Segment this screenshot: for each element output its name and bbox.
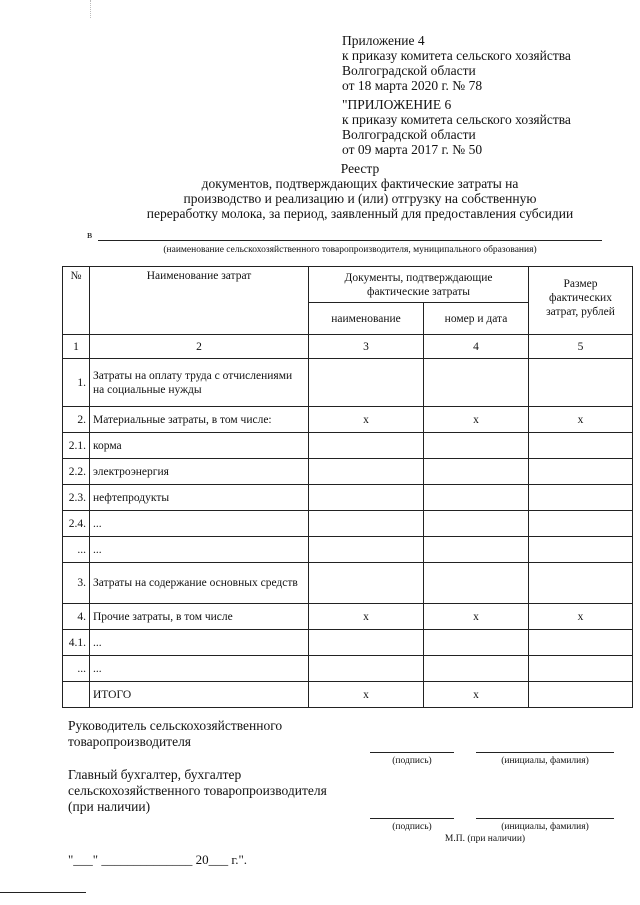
accountant-signature-line[interactable] [370, 818, 454, 819]
row-num: 3. [63, 563, 90, 604]
row-num: ... [63, 537, 90, 563]
producer-prefix: в [87, 229, 93, 241]
title-line: производство и реализацию и (или) отгрузку на собственную [183, 191, 537, 206]
row-name: электроэнергия [90, 459, 309, 485]
title-line: переработку молока, за период, заявленный для предоставления субсидии [146, 206, 574, 221]
producer-caption: (наименование сельскохозяйственного товаропроизводителя, муниципального образования) [163, 245, 537, 255]
row-name: ... [90, 537, 309, 563]
header-line: Волгоградской области [342, 127, 476, 142]
table-row [63, 656, 633, 682]
accountant-initials-caption: (инициалы, фамилия) [501, 822, 589, 832]
table-row [63, 563, 633, 604]
row-doc-number[interactable] [424, 433, 529, 459]
row-name: Затраты на содержание основных средств [90, 563, 309, 604]
row-name: ИТОГО [90, 682, 309, 708]
row-amount[interactable] [529, 682, 633, 708]
row-name: Прочие затраты, в том числе [90, 604, 309, 630]
row-amount: x [529, 604, 633, 630]
header-line: Волгоградской области [342, 63, 476, 78]
row-amount[interactable] [529, 359, 633, 407]
row-num: 1. [63, 359, 90, 407]
accountant-signature-caption: (подпись) [392, 822, 432, 832]
row-name: ... [90, 630, 309, 656]
title-line: Реестр [340, 161, 380, 176]
footer-rule [0, 892, 86, 893]
row-amount[interactable] [529, 537, 633, 563]
accountant-initials-line[interactable] [476, 818, 614, 819]
head-docs-number: номер и дата [424, 303, 529, 335]
header-line: от 09 марта 2017 г. № 50 [342, 142, 483, 157]
row-num: ... [63, 656, 90, 682]
row-amount[interactable] [529, 459, 633, 485]
row-doc-name: x [309, 682, 424, 708]
label-line: сельскохозяйственного товаропроизводителя [68, 783, 327, 798]
table-row-total [63, 682, 633, 708]
row-doc-name[interactable] [309, 537, 424, 563]
header-line: "ПРИЛОЖЕНИЕ 6 [342, 97, 452, 112]
table-row [63, 359, 633, 407]
table-row [63, 407, 633, 433]
row-doc-name[interactable] [309, 511, 424, 537]
row-amount[interactable] [529, 563, 633, 604]
row-name: ... [90, 656, 309, 682]
margin-mark [90, 0, 91, 18]
row-amount[interactable] [529, 485, 633, 511]
head-name: Наименование затрат [90, 267, 309, 335]
row-doc-number[interactable] [424, 459, 529, 485]
row-doc-name[interactable] [309, 459, 424, 485]
row-amount[interactable] [529, 511, 633, 537]
registry-table [62, 266, 633, 708]
row-name: Материальные затраты, в том числе: [90, 407, 309, 433]
row-doc-number[interactable] [424, 630, 529, 656]
table-row [63, 511, 633, 537]
header-line: Приложение 4 [342, 33, 425, 48]
row-amount[interactable] [529, 656, 633, 682]
row-name: Затраты на оплату труда с отчислениями на социальные нужды [90, 359, 309, 407]
colnum: 1 [63, 335, 90, 359]
producer-fill-line[interactable] [98, 240, 602, 241]
title-line: документов, подтверждающих фактические затраты на [201, 176, 519, 191]
colnum: 3 [309, 335, 424, 359]
row-num: 2. [63, 407, 90, 433]
stamp-caption: М.П. (при наличии) [444, 834, 526, 844]
row-doc-name[interactable] [309, 656, 424, 682]
colnum: 2 [90, 335, 309, 359]
row-num: 2.2. [63, 459, 90, 485]
row-doc-number[interactable] [424, 485, 529, 511]
row-doc-number: x [424, 682, 529, 708]
colnum: 4 [424, 335, 529, 359]
head-initials-caption: (инициалы, фамилия) [501, 756, 589, 766]
head-docs-name: наименование [309, 303, 424, 335]
appendix-header-2 [342, 97, 571, 157]
table-row [63, 485, 633, 511]
head-amount: Размер фактических затрат, рублей [529, 267, 633, 335]
row-num: 2.4. [63, 511, 90, 537]
head-docs: Документы, подтверждающие фактические затраты [309, 267, 529, 303]
table-row [63, 433, 633, 459]
row-num: 2.1. [63, 433, 90, 459]
row-name: корма [90, 433, 309, 459]
row-amount[interactable] [529, 630, 633, 656]
row-name: ... [90, 511, 309, 537]
row-doc-number[interactable] [424, 359, 529, 407]
head-signature-caption: (подпись) [392, 756, 432, 766]
row-doc-number: x [424, 604, 529, 630]
head-signature-label [68, 718, 282, 750]
table-row [63, 537, 633, 563]
header-line: к приказу комитета сельского хозяйства [342, 112, 571, 127]
row-doc-name: x [309, 604, 424, 630]
head-initials-line[interactable] [476, 752, 614, 753]
label-line: Руководитель сельскохозяйственного [68, 718, 283, 733]
row-num: 4.1. [63, 630, 90, 656]
table-row [63, 459, 633, 485]
colnum: 5 [529, 335, 633, 359]
head-num: № [63, 267, 90, 335]
header-line: к приказу комитета сельского хозяйства [342, 48, 571, 63]
row-amount[interactable] [529, 433, 633, 459]
row-doc-name[interactable] [309, 630, 424, 656]
row-name: нефтепродукты [90, 485, 309, 511]
row-doc-number[interactable] [424, 656, 529, 682]
row-doc-name[interactable] [309, 433, 424, 459]
row-num [63, 682, 90, 708]
label-line: (при наличии) [68, 799, 151, 814]
row-amount: x [529, 407, 633, 433]
row-doc-number[interactable] [424, 563, 529, 604]
date-line[interactable]: "___" ______________ 20___ г.". [68, 852, 248, 867]
row-doc-name[interactable] [309, 485, 424, 511]
row-doc-number: x [424, 407, 529, 433]
row-doc-number[interactable] [424, 537, 529, 563]
label-line: Главный бухгалтер, бухгалтер [68, 767, 242, 782]
head-signature-line[interactable] [370, 752, 454, 753]
row-num: 4. [63, 604, 90, 630]
row-doc-name[interactable] [309, 359, 424, 407]
accountant-signature-label [68, 767, 327, 815]
label-line: товаропроизводителя [68, 734, 192, 749]
table-row [63, 604, 633, 630]
document-title [60, 161, 640, 221]
row-num: 2.3. [63, 485, 90, 511]
row-doc-name[interactable] [309, 563, 424, 604]
header-line: от 18 марта 2020 г. № 78 [342, 78, 483, 93]
row-doc-name: x [309, 407, 424, 433]
appendix-header-1 [342, 33, 571, 93]
table-row [63, 630, 633, 656]
row-doc-number[interactable] [424, 511, 529, 537]
